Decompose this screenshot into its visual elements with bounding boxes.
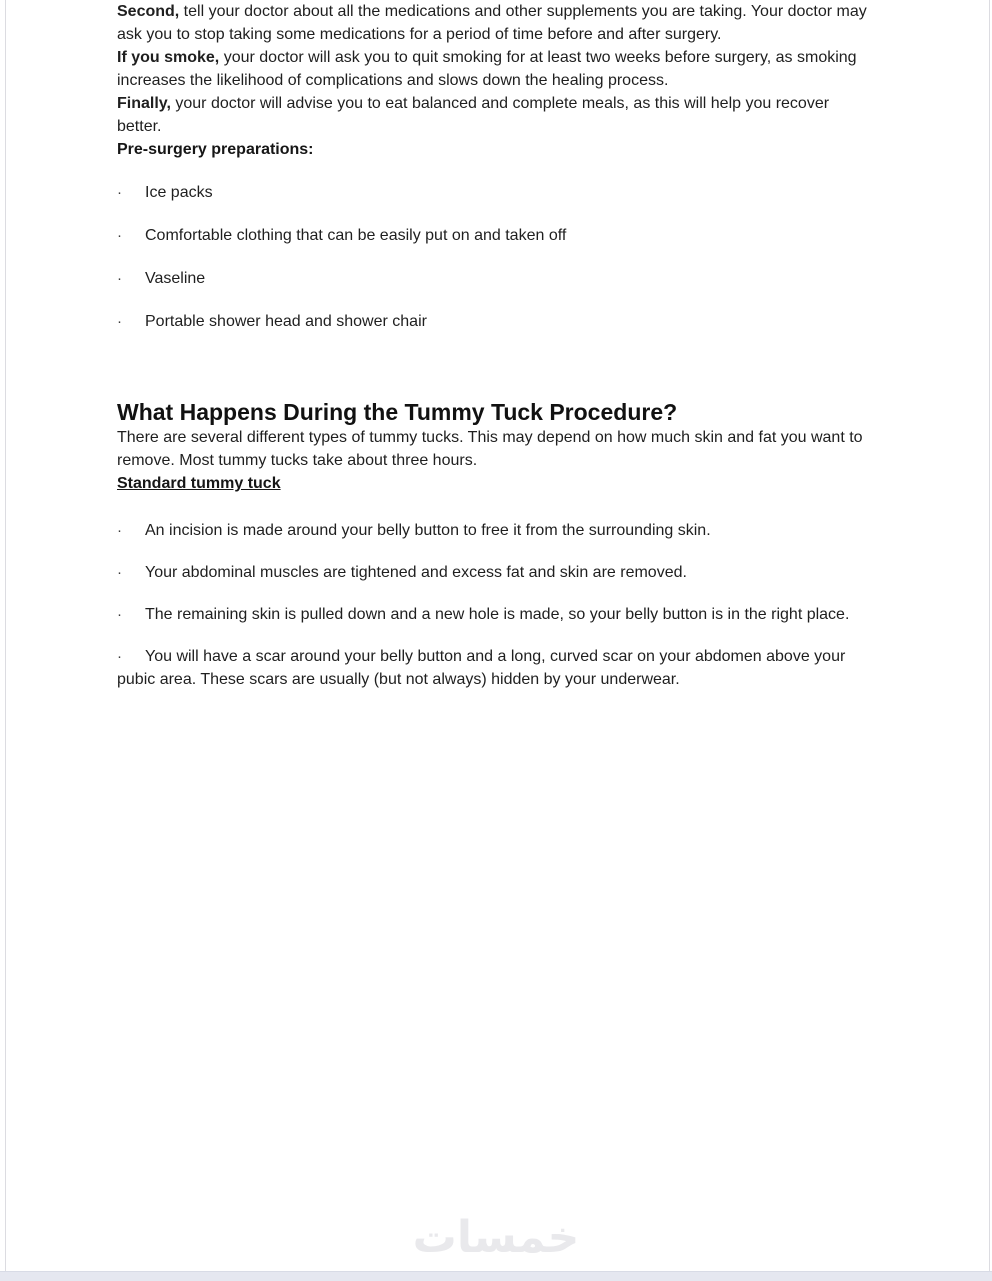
bullet-dot: · — [117, 184, 122, 201]
list-item-text: You will have a scar around your belly button and a long, curved scar on your abdomen above your pubic area. These scars are usually (but not always) hidden by your underwear. — [117, 648, 846, 688]
page-left-edge — [5, 0, 6, 1280]
page-right-edge — [989, 0, 990, 1280]
list-item — [117, 267, 877, 290]
bullet-dot: · — [117, 606, 122, 623]
paragraph-smoke-text: your doctor will ask you to quit smoking for at least two weeks before surgery, as smoking increases the likelihood of complications and slows down the healing process. — [117, 49, 857, 89]
bullet-dot: · — [117, 522, 122, 539]
paragraph-smoke-lead: If you smoke, — [117, 49, 220, 66]
list-item — [117, 224, 877, 247]
procedure-heading: What Happens During the Tummy Tuck Procedure? — [117, 399, 678, 425]
paragraph-finally-lead: Finally, — [117, 95, 171, 112]
list-item — [117, 561, 877, 584]
bullet-dot: · — [117, 227, 122, 244]
pre-surgery-list — [117, 181, 877, 333]
list-item — [117, 645, 877, 691]
document-body — [117, 0, 877, 710]
procedure-steps-list — [117, 519, 877, 691]
paragraph-finally-text: your doctor will advise you to eat balanced and complete meals, as this will help you recover better. — [117, 95, 830, 135]
paragraph-finally — [117, 92, 877, 138]
bullet-dot: · — [117, 313, 122, 330]
paragraph-smoke — [117, 46, 877, 92]
list-item-text: The remaining skin is pulled down and a new hole is made, so your belly button is in the right place. — [145, 606, 850, 623]
bullet-dot: · — [117, 564, 122, 581]
list-item — [117, 181, 877, 204]
list-item — [117, 603, 877, 626]
bullet-dot: · — [117, 270, 122, 287]
procedure-intro: There are several different types of tummy tucks. This may depend on how much skin and fat you want to remove. Most tummy tucks take about three hours. — [117, 429, 863, 469]
khamsat-watermark: خمسات — [412, 1212, 580, 1263]
paragraph-second — [117, 0, 877, 46]
list-item-text: An incision is made around your belly button to free it from the surrounding skin. — [145, 522, 711, 539]
list-item-text: Ice packs — [145, 184, 213, 201]
list-item-text: Portable shower head and shower chair — [145, 313, 427, 330]
paragraph-second-lead: Second, — [117, 3, 180, 20]
list-item-text: Vaseline — [145, 270, 206, 287]
list-item — [117, 310, 877, 333]
list-item-text: Your abdominal muscles are tightened and excess fat and skin are removed. — [145, 564, 687, 581]
paragraph-second-text: tell your doctor about all the medications and other supplements you are taking. Your doctor may ask you to stop taking some medications for a period of time before and after surgery. — [117, 3, 867, 43]
list-item — [117, 519, 877, 542]
list-item-text: Comfortable clothing that can be easily put on and taken off — [145, 227, 567, 244]
pre-surgery-heading: Pre-surgery preparations: — [117, 141, 314, 158]
standard-tummy-tuck-subheading: Standard tummy tuck — [117, 475, 281, 492]
bullet-dot: · — [117, 648, 122, 665]
